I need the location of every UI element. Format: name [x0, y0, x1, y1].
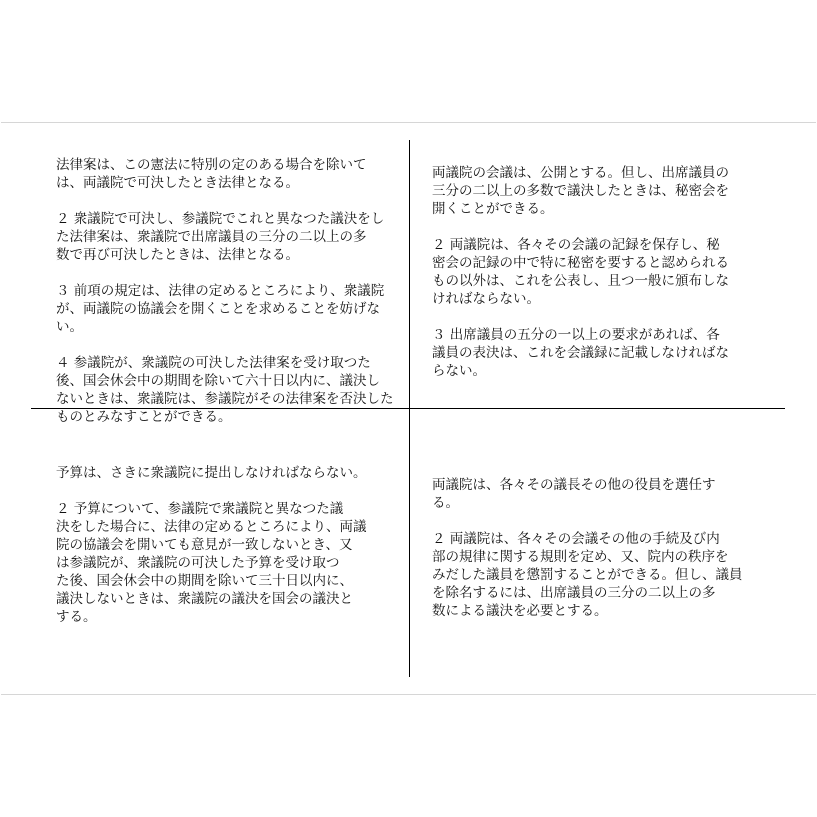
- paragraph: 法律案は、この憲法に特別の定のある場合を除いて は、両議院で可決したとき法律となる。: [56, 157, 367, 191]
- paragraph: ２ 両議院は、各々その会議その他の手続及び内 部の規律に関する規則を定め、又、院内の秩序を みだした議員を懲罰することができる。但し、議員 を除名するには、出席議員の三分の二以上の多 数による議決を必要とする。: [432, 531, 743, 619]
- paragraph: 両議院は、各々その議長その他の役員を選任す る。: [432, 477, 716, 511]
- paragraph: 両議院の会議は、公開とする。但し、出席議員の 三分の二以上の多数で議決したときは、秘密会を 開くことができる。: [432, 165, 729, 217]
- paragraph: ４ 参議院が、衆議院の可決した法律案を受け取つた 後、国会休会中の期間を除いて六十日以内に、議決し ないときは、衆議院は、参議院がその法律案を否決した ものとみなすことができる。: [56, 355, 394, 425]
- paragraph: ３ 前項の規定は、法律の定めるところにより、衆議院 が、両議院の協議会を開くことを求めることを妨げない。: [56, 283, 385, 335]
- cell-bottom-left: [56, 464, 396, 626]
- cell-top-right: [432, 164, 772, 380]
- paragraph: ２ 衆議院で可決し、参議院でこれと異なつた議決をし た法律案は、衆議院で出席議員の三分の二以上の多 数で再び可決したときは、法律となる。: [56, 211, 385, 263]
- cell-top-left: [56, 156, 396, 426]
- paragraph: ２ 予算について、参議院で衆議院と異なつた議 決をした場合に、法律の定めるところにより、両議 院の協議会を開いても意見が一致しないとき、又 は参議院が、衆議院の可決した予算を受け取つ た後、国会休会中の期間を除いて三十日以内に、 議決しないときは、衆議院の議決を国会の議決と する。: [56, 501, 367, 625]
- paragraph: 予算は、さきに衆議院に提出しなければならない。: [56, 465, 367, 481]
- paragraph: ２ 両議院は、各々その会議の記録を保存し、秘 密会の記録の中で特に秘密を要すると認められる もの以外は、これを公表し、且つ一般に頒布しな ければならない。: [432, 237, 729, 307]
- cell-bottom-right: [432, 476, 772, 620]
- paragraph: ３ 出席議員の五分の一以上の要求があれば、各 議員の表決は、これを会議録に記載しなければな らない。: [432, 327, 729, 379]
